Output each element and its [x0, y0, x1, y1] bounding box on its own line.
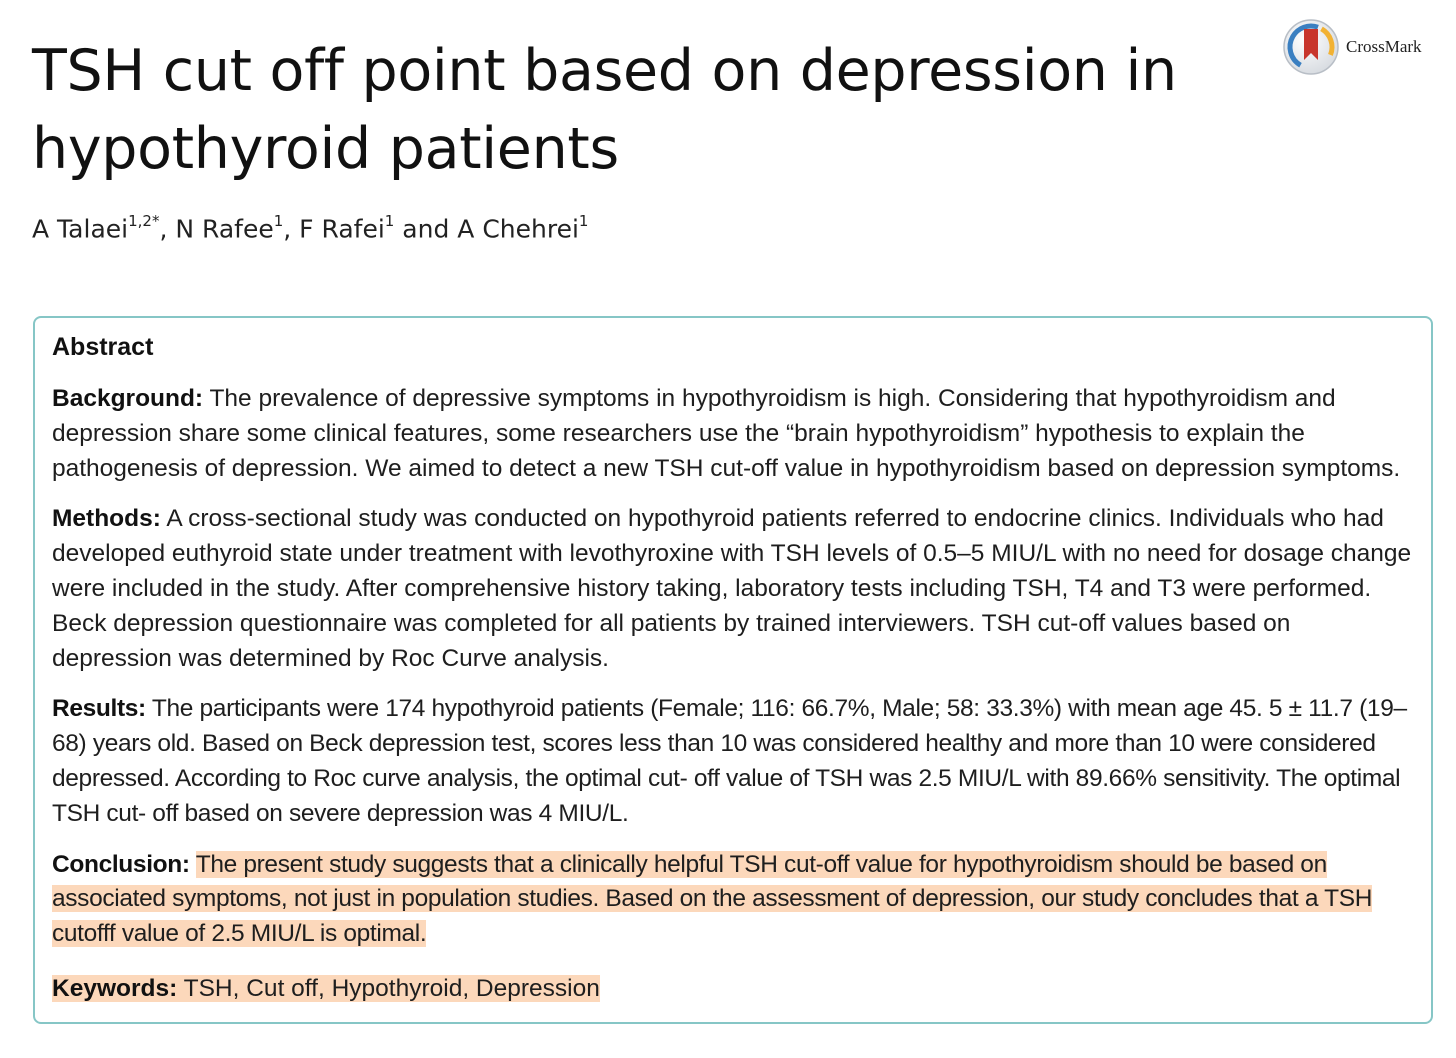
- author-name: F Rafei: [299, 214, 385, 244]
- crossmark-icon: [1282, 18, 1340, 76]
- author-separator: ,: [159, 214, 176, 244]
- background-text: The prevalence of depressive symptoms in hypothyroidism is high. Considering that hypothyroidism and depression share some clinical features, some researchers use the “brain hypothyroidism” hypothesis to explain the pathogenesis of depression. We aimed to detect a new TSH cut-off value in hypothyroidism based on depression symptoms.: [52, 385, 1401, 482]
- abstract-heading: Abstract: [52, 333, 154, 361]
- author-name: A Chehrei: [457, 214, 579, 244]
- keywords-label: Keywords:: [52, 974, 178, 1002]
- background-label: Background:: [52, 385, 204, 412]
- results-text: The participants were 174 hypothyroid patients (Female; 116: 66.7%, Male; 58: 33.3%) with mean age 45. 5 ± 11.7 (19–68) years old. Based on Beck depression test, scores less than 10 was considered healthy and more than 10 were considered depressed. According to Roc curve analysis, the optimal cut- off value of TSH was 2.5 MIU/L with 89.66% sensitivity. The optimal TSH cut- off based on severe depression was 4 MIU/L.: [52, 695, 1407, 827]
- author-affiliation: 1: [384, 212, 395, 230]
- author-affiliation: 1: [578, 212, 589, 230]
- abstract-methods: [52, 502, 1413, 676]
- crossmark-label: CrossMark: [1346, 37, 1422, 56]
- abstract-keywords: [52, 972, 1413, 1007]
- author-affiliation: 1,2*: [128, 212, 160, 230]
- paper-title: TSH cut off point based on depression in hypothyroid patients: [32, 38, 1177, 182]
- conclusion-label: Conclusion:: [52, 850, 190, 878]
- abstract-background: [52, 382, 1413, 486]
- methods-label: Methods:: [52, 505, 161, 533]
- abstract-conclusion: [52, 848, 1413, 952]
- author-list: [32, 214, 588, 243]
- methods-text: A cross-sectional study was conducted on hypothyroid patients referred to endocrine clinics. Individuals who had developed euthyroid state under treatment with levothyroxine with TSH levels of 0.5–5 MIU/L with no need for dosage change were included in the study. After comprehensive history taking, laboratory tests including TSH, T4 and T3 were performed. Beck depression questionnaire was completed for all patients by trained interviewers. TSH cut-off values based on depression was determined by Roc Curve analysis.: [52, 505, 1412, 672]
- conclusion-text-highlighted: The present study suggests that a clinically helpful TSH cut-off value for hypothyroidism should be based on associated symptoms, not just in population studies. Based on the assessment of depression, our study concludes that a TSH cutofff value of 2.5 MIU/L is optimal.: [52, 850, 1373, 948]
- crossmark-badge[interactable]: [1282, 18, 1422, 76]
- author-separator: and: [394, 214, 458, 244]
- author-separator: ,: [283, 214, 300, 244]
- keywords-text: TSH, Cut off, Hypothyroid, Depression: [177, 974, 600, 1002]
- author-name: A Talaei: [32, 214, 129, 244]
- author-affiliation: 1: [273, 212, 284, 230]
- author-name: N Rafee: [175, 214, 274, 244]
- results-label: Results:: [52, 695, 146, 723]
- abstract-box: [33, 316, 1433, 1024]
- abstract-results: [52, 692, 1413, 831]
